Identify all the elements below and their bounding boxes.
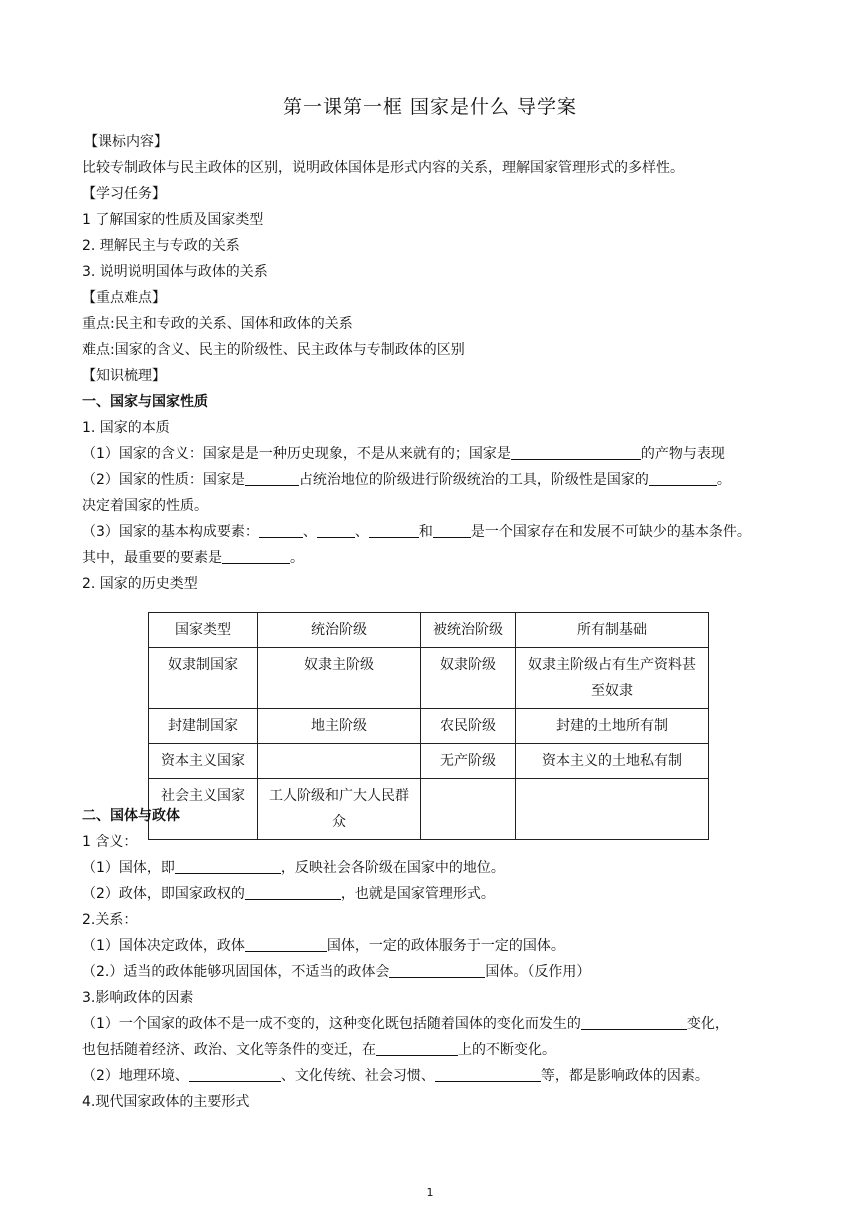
fill-blank[interactable] bbox=[433, 523, 471, 538]
question-text: 也包括随着经济、政治、文化等条件的变迁，在 bbox=[82, 1042, 376, 1058]
question-text: （1）一个国家的政体不是一成不变的，这种变化既包括随着国体的变化而发生的 bbox=[82, 1016, 581, 1032]
task-item: 3. 说明说明国体与政体的关系 bbox=[82, 264, 268, 280]
separator: 、 bbox=[302, 524, 317, 540]
table-cell: 工人阶级和广大人民群众 bbox=[258, 779, 421, 840]
table-row bbox=[149, 709, 709, 744]
question-text: ，也就是国家管理形式。 bbox=[340, 886, 495, 902]
question-line bbox=[82, 1040, 556, 1060]
question-line bbox=[82, 1066, 709, 1086]
fill-blank[interactable] bbox=[245, 937, 327, 952]
question-line bbox=[82, 1014, 729, 1034]
question-line bbox=[82, 548, 304, 568]
table-header-cell: 统治阶级 bbox=[258, 613, 421, 648]
fill-blank[interactable] bbox=[189, 1067, 281, 1082]
question-line bbox=[82, 858, 505, 878]
question-text: （3）国家的基本构成要素： bbox=[82, 524, 259, 540]
table-cell: 奴隶主阶级 bbox=[258, 648, 421, 709]
table-cell[interactable] bbox=[258, 744, 421, 779]
table-cell: 奴隶主阶级占有生产资料甚至奴隶 bbox=[516, 648, 709, 709]
subheading: 3.影响政体的因素 bbox=[82, 990, 194, 1006]
subheading: 1 含义： bbox=[82, 834, 138, 850]
table-cell: 地主阶级 bbox=[258, 709, 421, 744]
curriculum-heading: 【课标内容】 bbox=[84, 134, 168, 150]
question-text: 。 bbox=[716, 472, 731, 488]
tasks-heading: 【学习任务】 bbox=[82, 186, 166, 202]
table-cell: 社会主义国家 bbox=[149, 779, 258, 840]
question-line: 决定着国家的性质。 bbox=[82, 498, 208, 514]
fill-blank[interactable] bbox=[511, 445, 641, 460]
difficulty-text: 难点:国家的含义、民主的阶级性、民主政体与专制政体的区别 bbox=[82, 342, 465, 358]
key-points-heading: 【重点难点】 bbox=[82, 290, 166, 306]
fill-blank[interactable] bbox=[245, 885, 341, 900]
question-line bbox=[82, 884, 495, 904]
table-cell: 封建的土地所有制 bbox=[516, 709, 709, 744]
key-points-text: 重点:民主和专政的关系、国体和政体的关系 bbox=[82, 316, 353, 332]
subheading: 2. 国家的历史类型 bbox=[82, 576, 198, 592]
question-text: 其中，最重要的要素是 bbox=[82, 550, 222, 566]
subheading: 2.关系： bbox=[82, 912, 138, 928]
fill-blank[interactable] bbox=[175, 859, 281, 874]
table-header-cell: 国家类型 bbox=[149, 613, 258, 648]
table-header-cell: 被统治阶级 bbox=[421, 613, 516, 648]
table-header-row bbox=[149, 613, 709, 648]
fill-blank[interactable] bbox=[435, 1067, 541, 1082]
question-text: 是一个国家存在和发展不可缺少的基本条件。 bbox=[470, 524, 751, 540]
question-line bbox=[82, 522, 751, 542]
table-cell: 奴隶阶级 bbox=[421, 648, 516, 709]
question-text: （1）国体，即 bbox=[82, 860, 175, 876]
table-cell: 资本主义国家 bbox=[149, 744, 258, 779]
separator: 、 bbox=[354, 524, 369, 540]
question-line bbox=[82, 936, 565, 956]
fill-blank[interactable] bbox=[376, 1041, 458, 1056]
question-text: （2）政体，即国家政权的 bbox=[82, 886, 245, 902]
section-heading: 一、国家与国家性质 bbox=[82, 394, 208, 410]
fill-blank[interactable] bbox=[245, 471, 299, 486]
curriculum-text: 比较专制政体与民主政体的区别，说明政体国体是形式内容的关系，理解国家管理形式的多样性。 bbox=[82, 160, 684, 176]
table-row bbox=[149, 648, 709, 709]
question-text: 、文化传统、社会习惯、 bbox=[280, 1068, 435, 1084]
table-row bbox=[149, 744, 709, 779]
fill-blank[interactable] bbox=[389, 963, 485, 978]
question-text: （2.）适当的政体能够巩固国体，不适当的政体会 bbox=[82, 964, 390, 980]
fill-blank[interactable] bbox=[222, 549, 290, 564]
table-cell: 无产阶级 bbox=[421, 744, 516, 779]
section-heading: 二、国体与政体 bbox=[82, 808, 180, 824]
question-text: ，反映社会各阶级在国家中的地位。 bbox=[280, 860, 505, 876]
state-types-table bbox=[148, 612, 709, 840]
question-text: 国体，一定的政体服务于一定的国体。 bbox=[326, 938, 565, 954]
table-cell[interactable] bbox=[421, 779, 516, 840]
subheading: 1. 国家的本质 bbox=[82, 420, 170, 436]
question-text: 占统治地位的阶级进行阶级统治的工具，阶级性是国家的 bbox=[298, 472, 649, 488]
fill-blank[interactable] bbox=[259, 523, 303, 538]
question-line bbox=[82, 444, 725, 464]
question-text: 等，都是影响政体的因素。 bbox=[540, 1068, 709, 1084]
table-cell: 奴隶制国家 bbox=[149, 648, 258, 709]
table-cell: 农民阶级 bbox=[421, 709, 516, 744]
table-cell: 封建制国家 bbox=[149, 709, 258, 744]
question-text: 变化， bbox=[686, 1016, 729, 1032]
question-text: （2）国家的性质：国家是 bbox=[82, 472, 245, 488]
separator: 和 bbox=[418, 524, 433, 540]
fill-blank[interactable] bbox=[317, 523, 355, 538]
table-header-cell: 所有制基础 bbox=[516, 613, 709, 648]
fill-blank[interactable] bbox=[581, 1015, 687, 1030]
page-number: 1 bbox=[426, 1186, 434, 1199]
task-item: 1 了解国家的性质及国家类型 bbox=[82, 212, 264, 228]
question-text: （2）地理环境、 bbox=[82, 1068, 189, 1084]
fill-blank[interactable] bbox=[369, 523, 419, 538]
page-title: 第一课第一框 国家是什么 导学案 bbox=[282, 96, 578, 118]
question-text: （1）国家的含义：国家是是一种历史现象，不是从来就有的；国家是 bbox=[82, 446, 511, 462]
table-cell[interactable] bbox=[516, 779, 709, 840]
question-text: （1）国体决定政体，政体 bbox=[82, 938, 245, 954]
question-text: 上的不断变化。 bbox=[458, 1042, 556, 1058]
question-text: 国体。（反作用） bbox=[485, 964, 591, 980]
question-line bbox=[82, 470, 731, 490]
table-cell: 资本主义的土地私有制 bbox=[516, 744, 709, 779]
question-line bbox=[82, 962, 590, 982]
knowledge-heading: 【知识梳理】 bbox=[82, 368, 166, 384]
question-text: 的产物与表现 bbox=[640, 446, 725, 462]
table-row bbox=[149, 779, 709, 840]
subheading: 4.现代国家政体的主要形式 bbox=[82, 1094, 250, 1110]
task-item: 2. 理解民主与专政的关系 bbox=[82, 238, 240, 254]
question-text: 。 bbox=[290, 550, 304, 566]
fill-blank[interactable] bbox=[649, 471, 717, 486]
